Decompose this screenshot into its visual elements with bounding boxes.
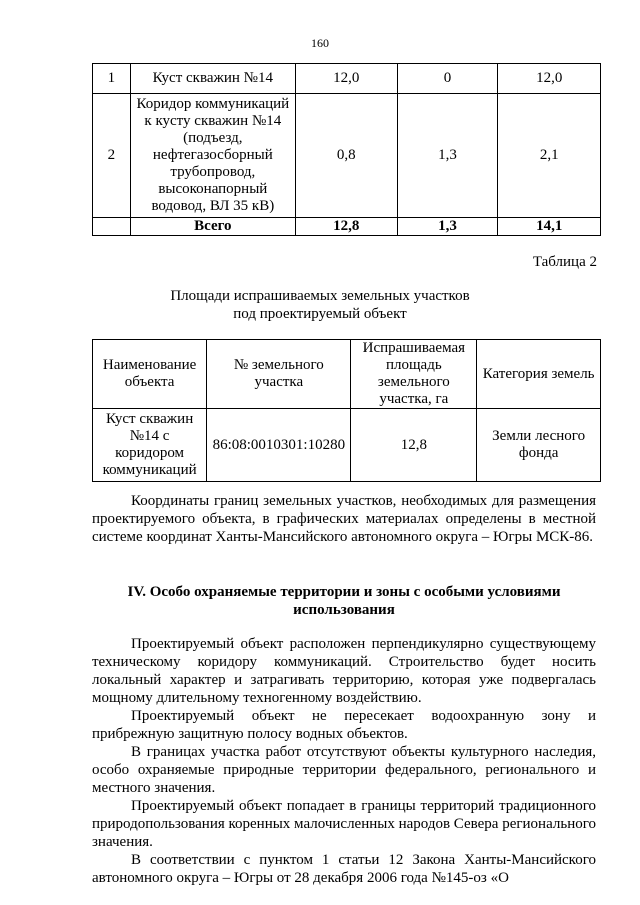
column-header: Наименование объекта [93,340,207,409]
paragraph: Проектируемый объект попадает в границы территорий традиционного природопользования коренных малочисленных народов Севера регионального значения. [92,798,597,850]
column-header: Испрашиваемая площадь земельного участка, га [351,340,477,409]
paragraph: В границах участка работ отсутствуют объекты культурного наследия, особо охраняемые природные территории федерального, регионального и местного значения. [92,744,596,796]
total-value: 12,8 [295,218,397,236]
page-number: 160 [311,36,329,50]
row-number: 2 [93,94,131,218]
area-value: 2,1 [498,94,601,218]
table-title-line: Площади испрашиваемых земельных участков [170,288,470,304]
table-title-line: под проектируемый объект [233,306,407,322]
paragraph: Проектируемый объект не пересекает водоохранную зону и прибрежную защитную полосу водных объектов. [92,708,596,742]
table-row [93,64,601,94]
table-row [93,94,601,218]
land-category: Земли лесного фонда [477,409,601,482]
section-heading: IV. Особо охраняемые территории и зоны с особыми условиями использования [127,584,561,618]
column-header: Категория земель [477,340,601,409]
land-area-table-continued [92,63,601,236]
area-value: 1,3 [397,94,498,218]
area-value: 12,0 [295,64,397,94]
object-name: Куст скважин №14 с коридором коммуникаций [93,409,207,482]
total-label: Всего [130,218,295,236]
paragraph-coordinates: Координаты границ земельных участков, необходимых для размещения проектируемого объекта, в графических материалах определены в местной системе координат Ханты-Мансийского автономного округа – Югры МСК-86. [92,493,596,545]
paragraph: Проектируемый объект расположен перпендикулярно существующему техническому коридору коммуникаций. Строительство будет носить локальный характер и затрагивать территорию, которая уже подвергалась мощному длительному техногенному воздействию. [92,636,596,706]
requested-land-table [92,339,601,482]
table-title [0,287,640,323]
paragraph: В соответствии с пунктом 1 статьи 12 Закона Ханты-Мансийского автономного округа – Югры от 28 декабря 2006 года №145-оз «О [92,852,596,886]
area-value: 0 [397,64,498,94]
area-value: 12,0 [498,64,601,94]
row-number: 1 [93,64,131,94]
column-header: № земельного участка [207,340,351,409]
table-row [93,409,601,482]
cadastral-number: 86:08:0010301:10280 [207,409,351,482]
area-value: 0,8 [295,94,397,218]
table-header-row [93,340,601,409]
total-row [93,218,601,236]
total-value: 1,3 [397,218,498,236]
empty-cell [93,218,131,236]
object-name: Коридор коммуникаций к кусту скважин №14 (подъезд, нефтегазосборный трубопровод, высоконапорный водовод, ВЛ 35 кВ) [130,94,295,218]
table-caption: Таблица 2 [532,254,597,270]
total-value: 14,1 [498,218,601,236]
object-name: Куст скважин №14 [130,64,295,94]
requested-area: 12,8 [351,409,477,482]
